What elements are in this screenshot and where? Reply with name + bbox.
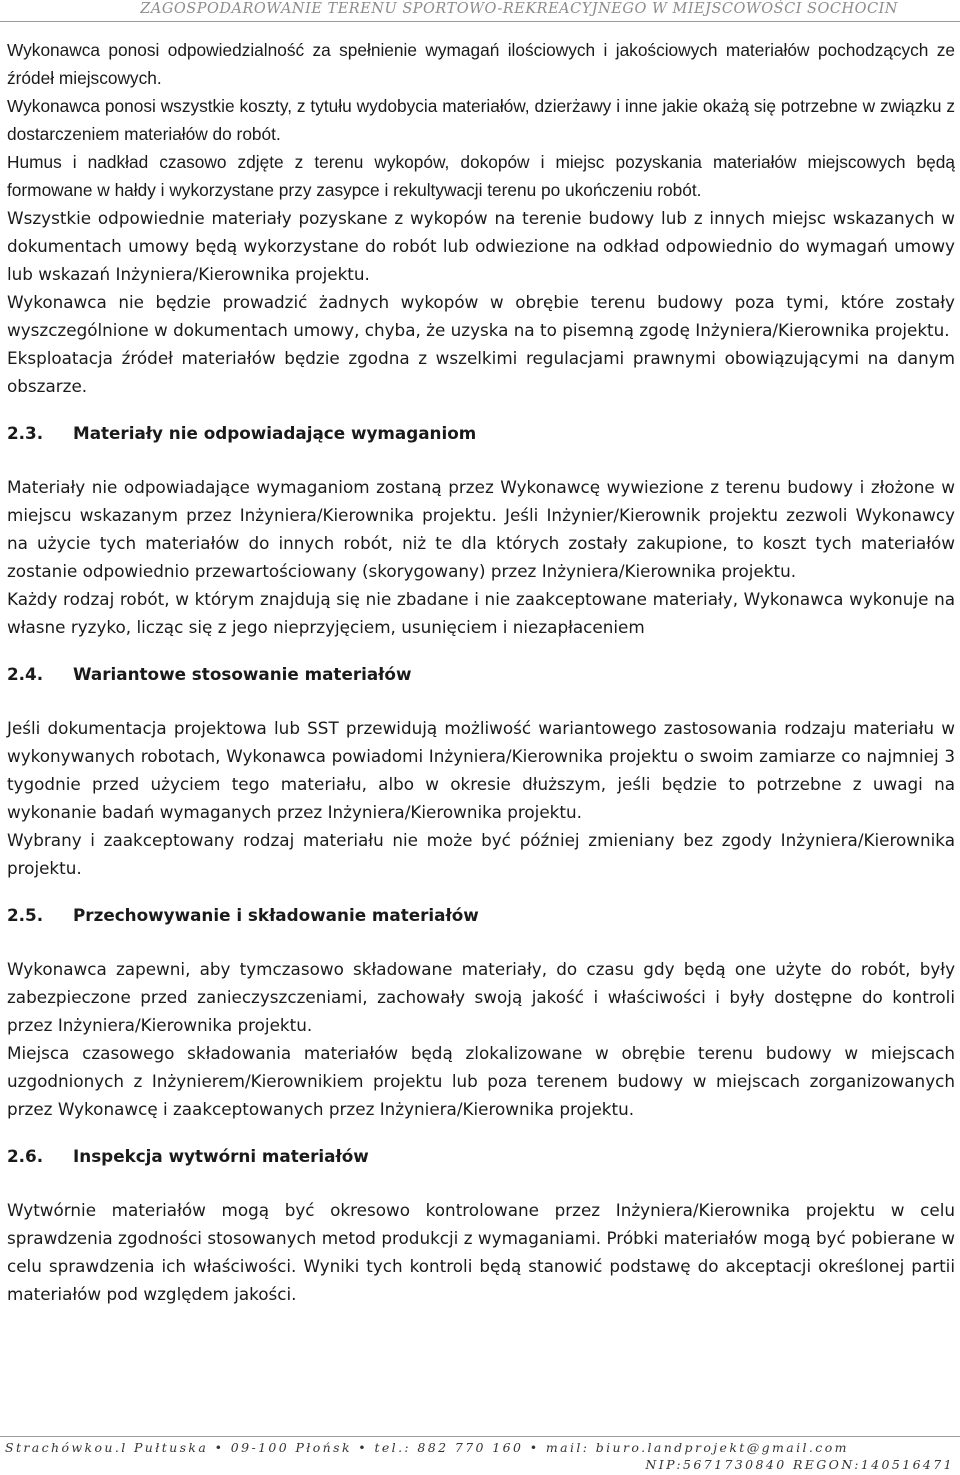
intro-paragraph-4: Wszystkie odpowiednie materiały pozyskane z wykopów na terenie budowy lub z innych miejsc wskazanych w dokumentach umowy będą wykorzystane do robót lub odwiezione na odkład odpowiednio do wymagań umowy lub wskazań Inżyniera/Kierownika projektu. xyxy=(7,208,955,284)
section-number: 2.6. xyxy=(7,1146,44,1166)
section-title: Przechowywanie i składowanie materiałów xyxy=(73,905,479,925)
section-2-4-paragraph-1: Jeśli dokumentacja projektowa lub SST przewidują możliwość wariantowego zastosowania rodzaju materiału w wykonywanych robotach, Wykonawca powiadomi Inżyniera/Kierownika projektu o swoim zamiarze co najmniej 3 tygodnie przed użyciem tego materiału, albo w okresie dłuższym, jeśli będzie to potrzebne z uwagi na wykonanie badań wymaganych przez Inżyniera/Kierownika projektu. xyxy=(7,718,955,822)
section-2-6-paragraph-1: Wytwórnie materiałów mogą być okresowo kontrolowane przez Inżyniera/Kierownika projektu w celu sprawdzenia zgodności stosowanych metod produkcji z wymaganiami. Próbki materiałów mogą być pobierane w celu sprawdzenia ich właściwości. Wyniki tych kontroli będą stanowić podstawę do akceptacji określonej partii materiałów pod względem jakości. xyxy=(7,1200,955,1304)
footer-contact: Strachówkou.l Pułtuska • 09-100 Płońsk • tel.: 882 770 160 • mail: biuro.landprojekt@gmail.com xyxy=(5,1440,849,1455)
page-header xyxy=(0,0,960,22)
section-heading-2-6 xyxy=(7,1142,955,1170)
footer-registration: NIP:5671730840 REGON:140516471 xyxy=(645,1457,954,1472)
section-2-3-paragraph-2: Każdy rodzaj robót, w którym znajdują się nie zbadane i nie zaakceptowane materiały, Wykonawca wykonuje na własne ryzyko, licząc się z jego nieprzyjęciem, usunięciem i niezapłaceniem xyxy=(7,589,955,637)
intro-paragraph-5: Wykonawca nie będzie prowadzić żadnych wykopów w obrębie terenu budowy poza tymi, które zostały wyszczególnione w dokumentach umowy, chyba, że uzyska na to pisemną zgodę Inżyniera/Kierownika projektu. xyxy=(7,292,955,340)
intro-paragraph-1: Wykonawca ponosi odpowiedzialność za spełnienie wymagań ilościowych i jakościowych materiałów pochodzących ze źródeł miejscowych. xyxy=(7,40,955,88)
section-2-4-paragraph-2: Wybrany i zaakceptowany rodzaj materiału nie może być później zmieniany bez zgody Inżyniera/Kierownika projektu. xyxy=(7,830,955,878)
section-heading-2-4 xyxy=(7,660,955,688)
footer-rule xyxy=(0,1436,960,1437)
section-title: Materiały nie odpowiadające wymaganiom xyxy=(73,423,477,443)
section-title: Wariantowe stosowanie materiałów xyxy=(73,664,412,684)
intro-paragraph-6: Eksploatacja źródeł materiałów będzie zgodna z wszelkimi regulacjami prawnymi obowiązującymi na danym obszarze. xyxy=(7,348,955,396)
page-footer xyxy=(0,1436,960,1475)
section-number: 2.5. xyxy=(7,905,44,925)
header-rule xyxy=(0,21,960,22)
header-title: ZAGOSPODAROWANIE TERENU SPORTOWO-REKREACYJNEGO W MIEJSCOWOŚCI SOCHOCIN xyxy=(140,1,898,17)
section-number: 2.4. xyxy=(7,664,44,684)
intro-paragraph-2: Wykonawca ponosi wszystkie koszty, z tytułu wydobycia materiałów, dzierżawy i inne jakie okażą się potrzebne w związku z dostarczeniem materiałów do robót. xyxy=(7,96,955,144)
section-2-3-paragraph-1: Materiały nie odpowiadające wymaganiom zostaną przez Wykonawcę wywiezione z terenu budowy i złożone w miejscu wskazanym przez Inżyniera/Kierownika projektu. Jeśli Inżynier/Kierownik projektu zezwoli Wykonawcy na użycie tych materiałów do innych robót, niż te dla których zostały zakupione, to koszt tych materiałów zostanie odpowiednio przewartościowany (skorygowany) przez Inżyniera/Kierownika projektu. xyxy=(7,477,955,581)
document-body xyxy=(7,36,955,1308)
intro-paragraph-3: Humus i nadkład czasowo zdjęte z terenu wykopów, dokopów i miejsc pozyskania materiałów miejscowych będą formowane w hałdy i wykorzystane przy zasypce i rekultywacji terenu po ukończeniu robót. xyxy=(7,152,955,200)
section-number: 2.3. xyxy=(7,423,44,443)
section-title: Inspekcja wytwórni materiałów xyxy=(73,1146,369,1166)
section-2-5-paragraph-1: Wykonawca zapewni, aby tymczasowo składowane materiały, do czasu gdy będą one użyte do robót, były zabezpieczone przed zanieczyszczeniami, zachowały swoją jakość i właściwości i były dostępne do kontroli przez Inżyniera/Kierownika projektu. xyxy=(7,959,955,1035)
section-heading-2-3 xyxy=(7,419,955,447)
section-2-5-paragraph-2: Miejsca czasowego składowania materiałów będą zlokalizowane w obrębie terenu budowy w miejscach uzgodnionych z Inżynierem/Kierownikiem projektu lub poza terenem budowy w miejscach zorganizowanych przez Wykonawcę i zaakceptowanych przez Inżyniera/Kierownika projektu. xyxy=(7,1043,955,1119)
section-heading-2-5 xyxy=(7,901,955,929)
